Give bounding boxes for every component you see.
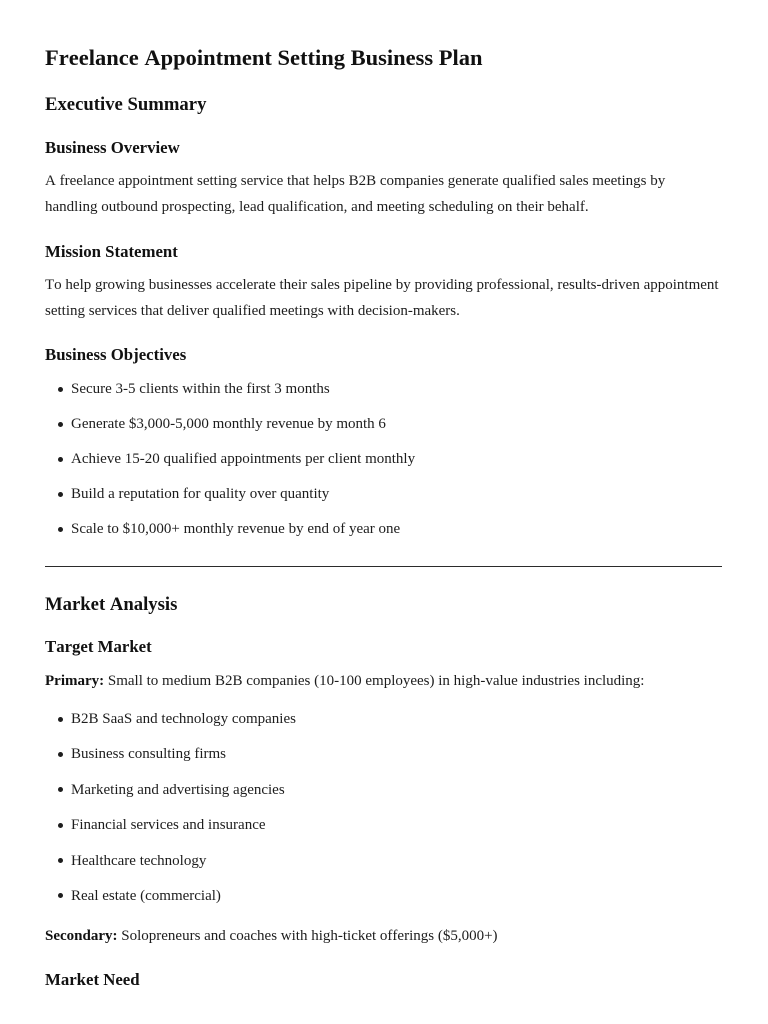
industry-item [45,883,721,909]
secondary-label: Secondary: [45,927,118,944]
executive-summary-heading: Executive Summary [45,94,207,115]
industry-item [45,741,721,767]
objective-text: Achieve 15-20 qualified appointments per client monthly [71,451,416,467]
objective-item [45,516,721,542]
mission-statement-heading: Mission Statement [45,242,178,261]
business-overview-text: A freelance appointment setting service that helps B2B companies generate qualified sales meetings by handling outbound prospecting, lead qualification, and meeting scheduling on their behalf. [45,173,666,215]
target-market-heading: Target Market [45,637,152,656]
bullet-icon [58,492,63,497]
section-divider [45,566,722,567]
bullet-icon [58,717,63,722]
industry-text: Healthcare technology [71,852,207,869]
industry-text: B2B SaaS and technology companies [71,711,296,727]
bullet-icon [58,422,63,427]
primary-market-text [45,668,721,694]
market-analysis-heading: Market Analysis [45,594,178,615]
bullet-icon [58,893,63,898]
industry-item [45,812,721,838]
objective-text: Secure 3-5 clients within the first 3 months [71,381,330,397]
industry-text: Real estate (commercial) [71,887,221,904]
objective-item [45,481,721,507]
industry-item [45,706,721,732]
bullet-icon [58,823,63,828]
objective-item [45,446,721,472]
bullet-icon [58,787,63,792]
objective-text: Generate $3,000-5,000 monthly revenue by month 6 [71,416,386,432]
primary-label: Primary: [45,673,105,689]
document-title: Freelance Appointment Setting Business Plan [45,45,483,70]
bullet-icon [58,457,63,462]
objective-text: Build a reputation for quality over quantity [71,486,330,502]
bullet-icon [58,752,63,757]
bullet-icon [58,387,63,392]
objective-item [45,376,721,402]
mission-statement-text: To help growing businesses accelerate their sales pipeline by providing professional, results-driven appointment setting services that deliver qualified meetings with decision-makers. [45,277,719,319]
business-objectives-heading: Business Objectives [45,345,187,364]
industry-item [45,777,721,803]
industry-item [45,848,721,874]
secondary-description: Solopreneurs and coaches with high-ticket offerings ($5,000+) [121,927,498,944]
secondary-market-text [45,923,721,949]
market-need-heading: Market Need [45,969,140,989]
primary-description: Small to medium B2B companies (10-100 employees) in high-value industries including: [107,673,645,689]
objective-text: Scale to $10,000+ monthly revenue by end of year one [71,521,401,537]
industry-text: Financial services and insurance [71,817,266,834]
industries-list [45,706,721,909]
industry-text: Business consulting firms [71,746,227,763]
bullet-icon [58,527,63,532]
objective-item [45,411,721,437]
business-objectives-list [45,376,721,542]
industry-text: Marketing and advertising agencies [71,781,285,798]
business-overview-heading: Business Overview [45,138,180,157]
bullet-icon [58,858,63,863]
